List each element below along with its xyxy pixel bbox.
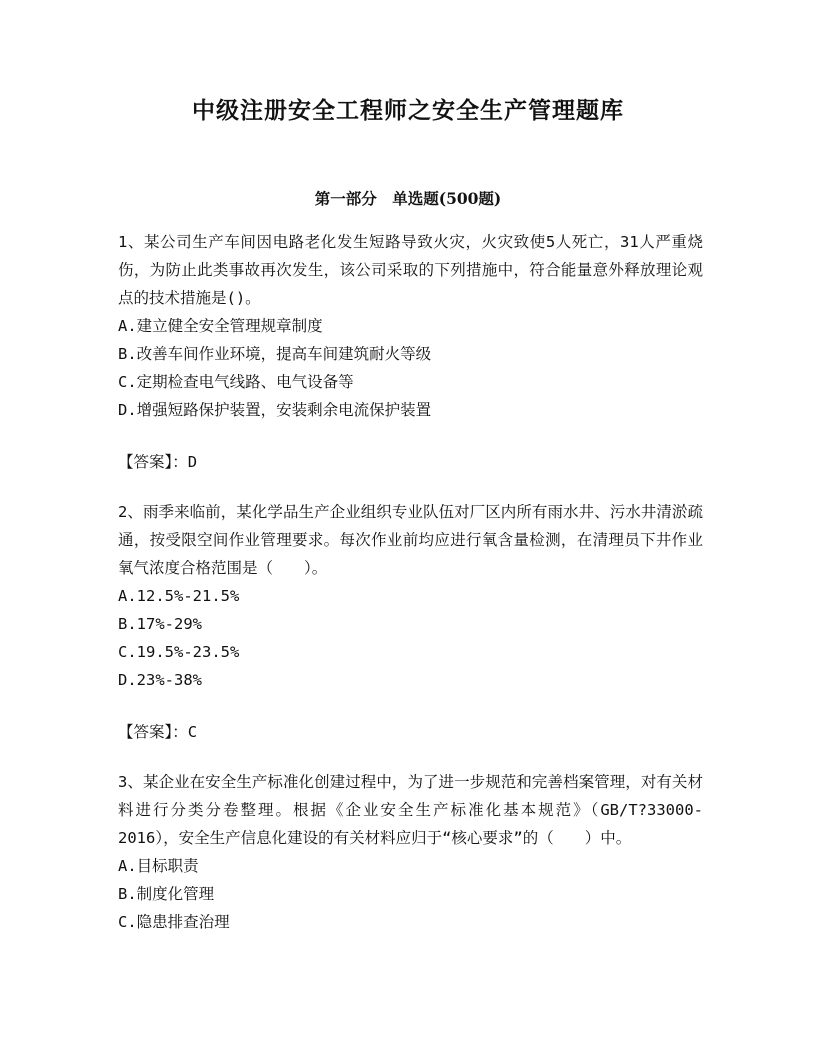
- answer-line: [118, 718, 703, 746]
- answer-value: C: [187, 723, 198, 741]
- option-d: D.23%-38%: [118, 671, 202, 689]
- option-c: C.19.5%-23.5%: [118, 643, 240, 661]
- option-a: A.目标职责: [118, 857, 199, 875]
- option-a: A.建立健全安全管理规章制度: [118, 317, 323, 335]
- question-1: [118, 228, 703, 476]
- option-c: C.定期检查电气线路、电气设备等: [118, 373, 354, 391]
- option-c: C.隐患排查治理: [118, 913, 230, 931]
- question-2: [118, 498, 703, 746]
- question-stem: 1、某公司生产车间因电路老化发生短路导致火灾，火灾致使5人死亡，31人严重烧伤，为防止此类事故再次发生，该公司采取的下列措施中，符合能量意外释放理论观点的技术措施是()。: [118, 233, 703, 307]
- question-list: [118, 228, 703, 936]
- question-3: [118, 768, 703, 936]
- answer-value: D: [187, 453, 198, 471]
- answer-label: 【答案】：: [118, 723, 188, 741]
- option-b: B.17%-29%: [118, 615, 202, 633]
- document-title: 中级注册安全工程师之安全生产管理题库: [192, 97, 624, 124]
- question-stem: 3、某企业在安全生产标准化创建过程中，为了进一步规范和完善档案管理，对有关材料进行分类分卷整理。根据《企业安全生产标准化基本规范》（GB/T?33000-2016），安全生产信息化建设的有关材料应归于“核心要求”的（ ）中。: [118, 773, 703, 847]
- section-heading: 第一部分 单选题(500题): [314, 189, 502, 208]
- answer-label: 【答案】：: [118, 453, 188, 471]
- option-b: B.制度化管理: [118, 885, 215, 903]
- option-d: D.增强短路保护装置，安装剩余电流保护装置: [118, 401, 432, 419]
- answer-line: [118, 448, 703, 476]
- option-a: A.12.5%-21.5%: [118, 587, 240, 605]
- question-stem: 2、雨季来临前，某化学品生产企业组织专业队伍对厂区内所有雨水井、污水井清淤疏通，按受限空间作业管理要求。每次作业前均应进行氧含量检测，在清理员下井作业氧气浓度合格范围是（ ）。: [118, 503, 703, 577]
- option-b: B.改善车间作业环境，提高车间建筑耐火等级: [118, 345, 432, 363]
